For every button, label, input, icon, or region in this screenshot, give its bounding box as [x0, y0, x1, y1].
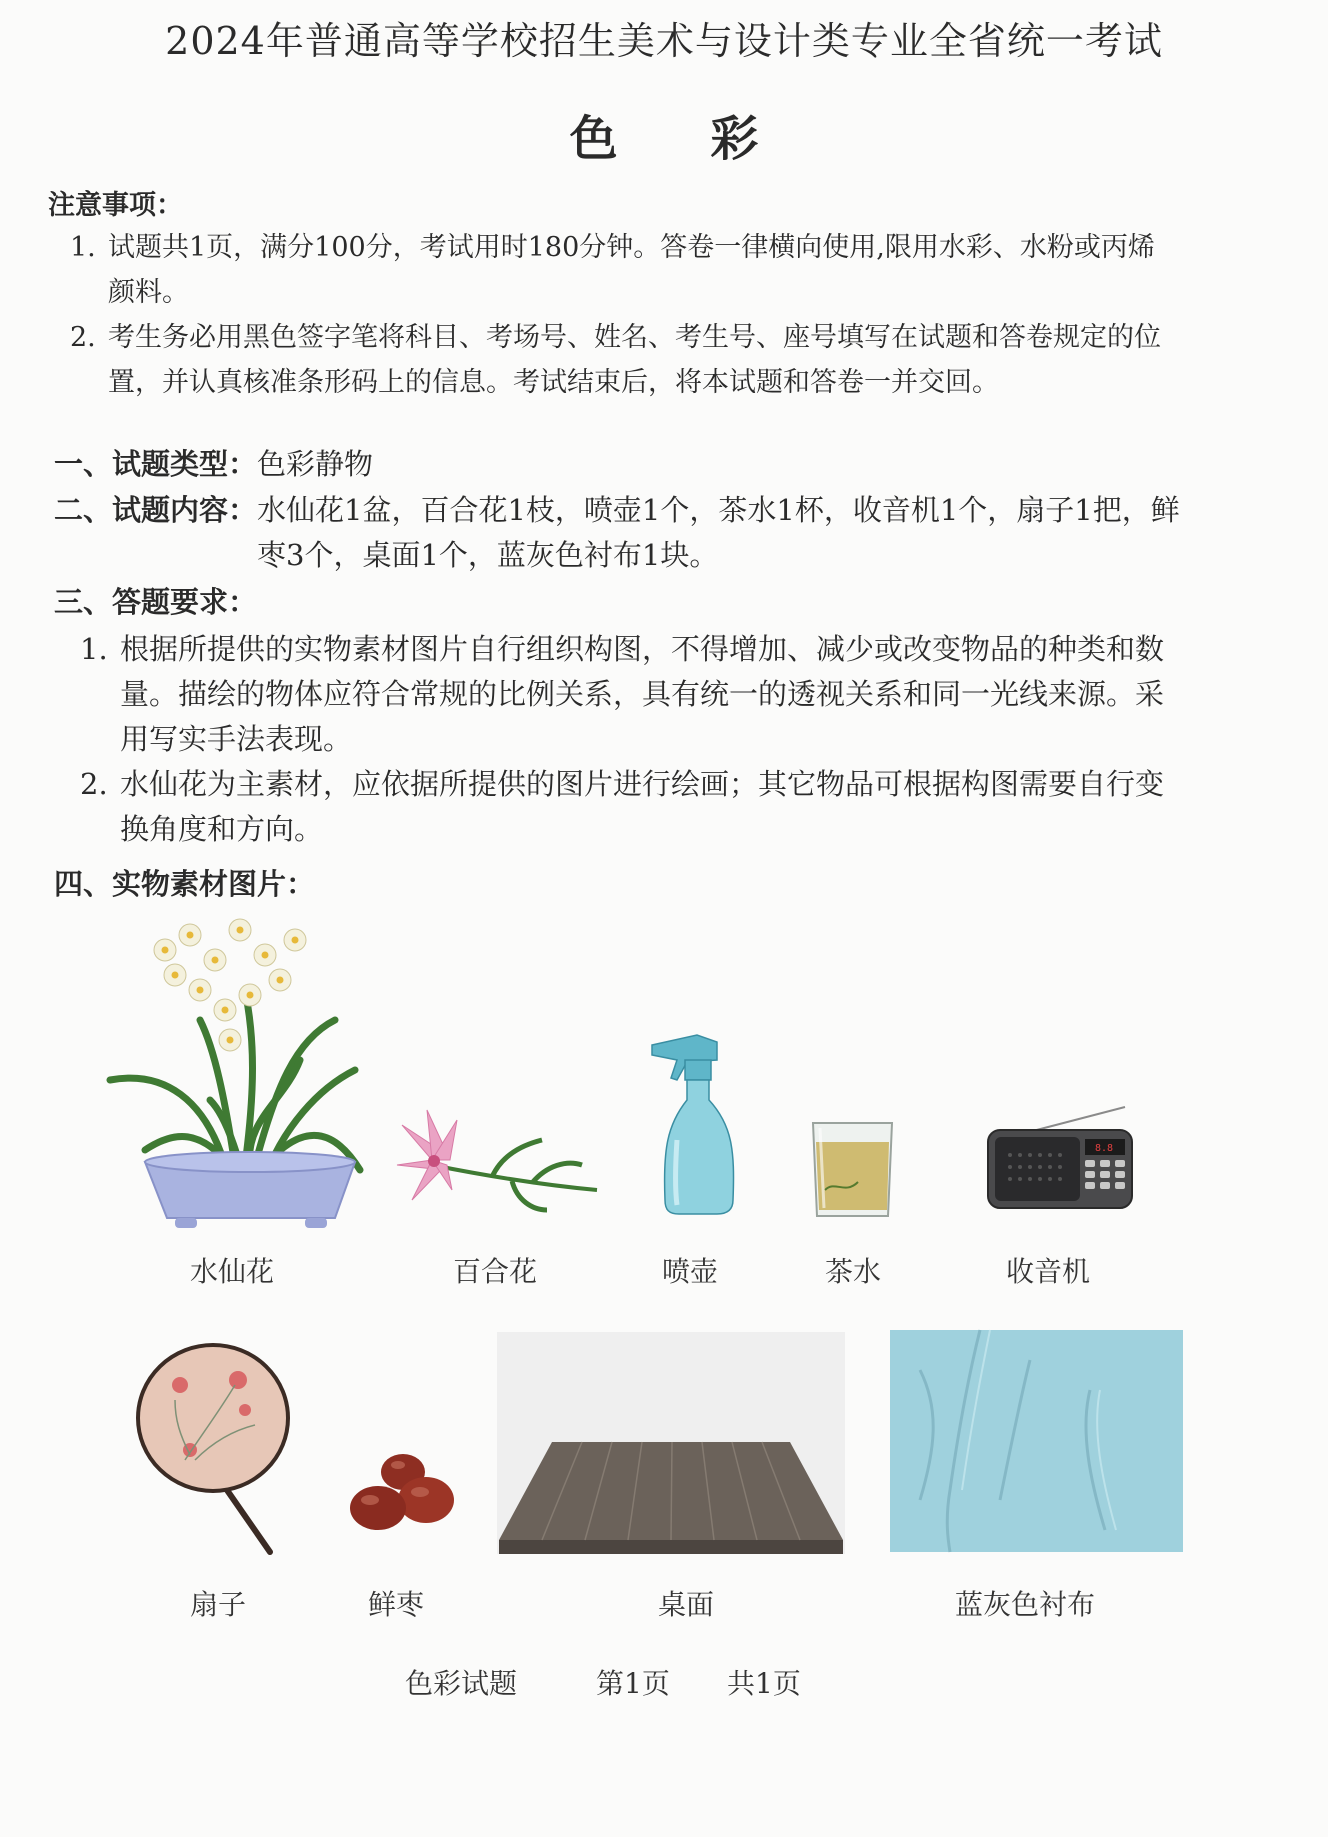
- subject-title: [0, 100, 1328, 169]
- note-number: 2.: [70, 322, 96, 353]
- note-item: [70, 225, 1180, 315]
- subject-char-1: 色: [569, 111, 618, 167]
- section-content-value: 水仙花1盆，百合花1枝，喷壶1个，茶水1杯，收音机1个，扇子1把，鲜枣3个，桌面1个，蓝灰色衬布1块。: [257, 493, 1180, 572]
- section-content-label: 二、试题内容：: [54, 493, 258, 527]
- tea-glass-image: [810, 1120, 895, 1220]
- footer-page: 第1页: [596, 1667, 670, 1700]
- svg-text:8.8: 8.8: [1095, 1143, 1114, 1154]
- materials-heading: 四、实物素材图片：: [54, 867, 316, 901]
- table-image: [497, 1332, 845, 1554]
- caption-tea: 茶水: [824, 1255, 881, 1288]
- footer-subject: 色彩试题: [405, 1667, 518, 1700]
- fan-image: [135, 1340, 295, 1555]
- cloth-image: [890, 1330, 1183, 1552]
- section-type-label: 一、试题类型：: [54, 447, 258, 481]
- requirement-text: 水仙花为主素材，应依据所提供的图片进行绘画；其它物品可根据构图需要自行变换角度和方向。: [120, 767, 1165, 846]
- caption-lily: 百合花: [452, 1255, 537, 1288]
- caption-table: 桌面: [657, 1588, 714, 1621]
- dates-image: [348, 1450, 458, 1535]
- section-content: [54, 488, 1194, 578]
- section-type: [54, 442, 1184, 487]
- requirement-number: 1.: [80, 632, 108, 666]
- radio-image: [985, 1105, 1135, 1210]
- subject-char-2: 彩: [710, 111, 759, 167]
- note-item: [70, 315, 1180, 405]
- requirement-text: 根据所提供的实物素材图片自行组织构图，不得增加、减少或改变物品的种类和数量。描绘的物体应符合常规的比例关系，具有统一的透视关系和同一光线来源。采用写实手法表现。: [120, 632, 1165, 756]
- note-text: 试题共1页，满分100分，考试用时180分钟。答卷一律横向使用,限用水彩、水粉或丙烯颜料。: [108, 232, 1155, 308]
- notes-list: [70, 225, 1180, 405]
- caption-fan: 扇子: [189, 1588, 246, 1621]
- spray-bottle-image: [647, 1030, 737, 1215]
- note-text: 考生务必用黑色签字笔将科目、考场号、姓名、考生号、座号填写在试题和答卷规定的位置，并认真核准条形码上的信息。考试结束后，将本试题和答卷一并交回。: [108, 322, 1161, 398]
- requirement-number: 2.: [80, 767, 108, 801]
- lily-image: [392, 1105, 602, 1215]
- requirement-item: [80, 762, 1190, 852]
- footer-total: 共1页: [727, 1667, 801, 1700]
- requirements-list: [80, 627, 1190, 852]
- notes-heading: 注意事项：: [48, 190, 183, 221]
- requirements-heading: 三、答题要求：: [54, 585, 258, 619]
- note-number: 1.: [70, 232, 96, 263]
- caption-narcissus: 水仙花: [189, 1255, 274, 1288]
- exam-title: 2024年普通高等学校招生美术与设计类专业全省统一考试: [165, 19, 1163, 63]
- section-type-value: 色彩静物: [257, 447, 374, 481]
- requirement-item: [80, 627, 1190, 762]
- caption-cloth: 蓝灰色衬布: [954, 1588, 1095, 1621]
- caption-spray: 喷壶: [661, 1255, 718, 1288]
- narcissus-image: [105, 900, 375, 1230]
- section-requirements-label: [54, 580, 257, 625]
- caption-dates: 鲜枣: [367, 1588, 424, 1621]
- caption-radio: 收音机: [1005, 1255, 1090, 1288]
